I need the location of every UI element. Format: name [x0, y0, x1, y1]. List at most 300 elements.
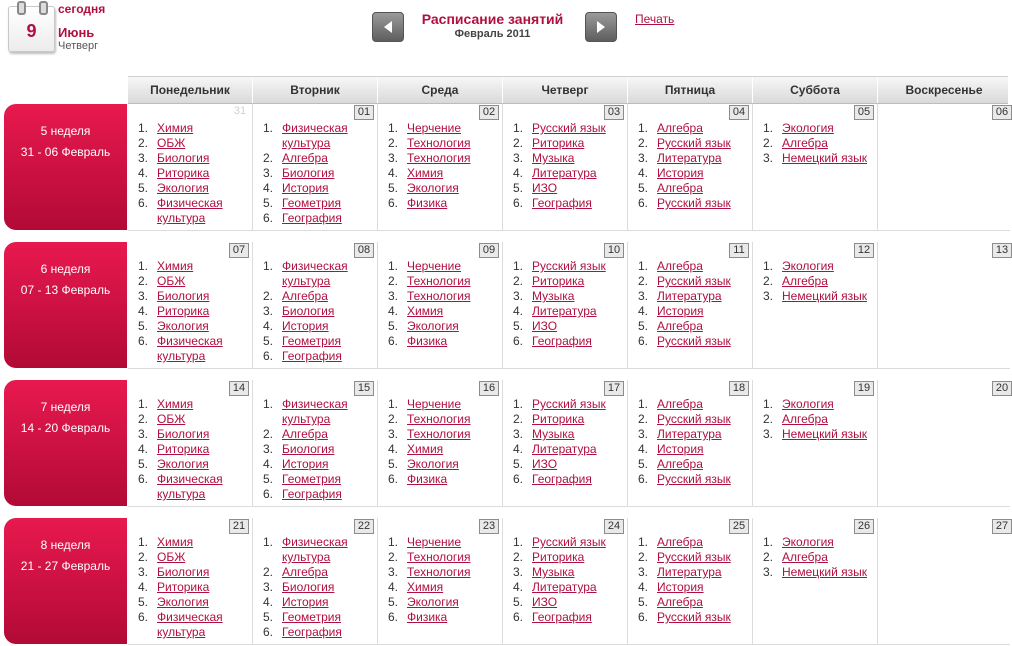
week-days: [128, 242, 1010, 369]
lesson-list: [638, 535, 748, 625]
lesson-link[interactable]: География: [532, 610, 592, 624]
lesson-link[interactable]: Химия: [157, 259, 194, 273]
lesson-item: [388, 121, 498, 136]
lesson-link[interactable]: Экология: [407, 319, 459, 333]
lesson-item: [388, 166, 498, 181]
lesson-link[interactable]: Риторика: [532, 274, 585, 288]
lesson-link[interactable]: ОБЖ: [157, 550, 186, 564]
day-cell: [378, 518, 503, 644]
date-badge: 14: [229, 381, 249, 396]
lesson-link[interactable]: Литература: [532, 442, 597, 456]
lesson-item: [638, 595, 748, 610]
lesson-link[interactable]: Алгебра: [282, 289, 328, 303]
lesson-link[interactable]: История: [282, 181, 329, 195]
lesson-item: [388, 610, 498, 625]
lesson-item: [513, 334, 623, 349]
lesson-number: 6.: [513, 196, 524, 210]
lesson-item: [263, 211, 373, 226]
lesson-link[interactable]: История: [657, 304, 704, 318]
lesson-link[interactable]: Геометрия: [282, 196, 341, 210]
lesson-number: 6.: [138, 196, 149, 210]
lesson-link[interactable]: Технология: [407, 289, 471, 303]
lesson-number: 2.: [513, 412, 524, 426]
lesson-link[interactable]: Риторика: [157, 304, 210, 318]
lesson-link[interactable]: Биология: [157, 427, 210, 441]
lesson-link[interactable]: Русский язык: [657, 334, 731, 348]
lesson-item: [513, 610, 623, 625]
lesson-number: 3.: [388, 289, 399, 303]
lesson-item: [388, 196, 498, 211]
lesson-link[interactable]: Экология: [782, 535, 834, 549]
lesson-link[interactable]: Алгебра: [282, 565, 328, 579]
lesson-item: [513, 412, 623, 427]
lesson-link[interactable]: География: [282, 487, 342, 501]
lesson-link[interactable]: Русский язык: [657, 196, 731, 210]
lesson-link[interactable]: Риторика: [532, 136, 585, 150]
lesson-link[interactable]: Алгебра: [782, 412, 828, 426]
lesson-number: 5.: [513, 319, 524, 333]
lesson-number: 1.: [763, 259, 774, 273]
lesson-link[interactable]: Алгебра: [657, 457, 703, 471]
day-cell: [503, 518, 628, 644]
day-cell: [378, 242, 503, 368]
lesson-link[interactable]: Биология: [282, 166, 335, 180]
lesson-link[interactable]: Алгебра: [657, 181, 703, 195]
lesson-link[interactable]: Русский язык: [657, 610, 731, 624]
lesson-link[interactable]: Черчение: [407, 397, 462, 411]
day-cell: [128, 380, 253, 506]
lesson-item: [388, 151, 498, 166]
lesson-item: [263, 565, 373, 580]
lesson-item: [763, 565, 873, 580]
date-badge: 04: [729, 105, 749, 120]
lesson-number: 6.: [263, 349, 274, 363]
lesson-number: 1.: [138, 121, 149, 135]
lesson-link[interactable]: Биология: [157, 151, 210, 165]
lesson-link[interactable]: Экология: [407, 457, 459, 471]
lesson-link[interactable]: Экология: [782, 259, 834, 273]
lesson-link[interactable]: Технология: [407, 427, 471, 441]
lesson-link[interactable]: Физическая культура: [157, 334, 223, 363]
lesson-number: 1.: [138, 397, 149, 411]
lesson-link[interactable]: Экология: [157, 595, 209, 609]
lesson-link[interactable]: Экология: [407, 181, 459, 195]
lesson-link[interactable]: Экология: [157, 457, 209, 471]
lesson-item: [138, 427, 248, 442]
print-link[interactable]: Печать: [635, 12, 675, 26]
lesson-number: 2.: [263, 565, 274, 579]
lesson-item: [638, 274, 748, 289]
lesson-link[interactable]: Немецкий язык: [782, 151, 868, 165]
date-badge: 09: [479, 243, 499, 258]
day-cell: [753, 104, 878, 230]
lesson-item: [763, 151, 873, 166]
lesson-number: 3.: [513, 289, 524, 303]
week-number: 8 неделя: [40, 538, 91, 552]
day-cell: [753, 242, 878, 368]
lesson-item: [513, 565, 623, 580]
lesson-number: 6.: [513, 334, 524, 348]
lesson-link[interactable]: Физическая культура: [282, 397, 348, 426]
lesson-link[interactable]: ОБЖ: [157, 136, 186, 150]
lesson-link[interactable]: Русский язык: [657, 136, 731, 150]
lesson-number: 5.: [513, 457, 524, 471]
lesson-number: 6.: [513, 472, 524, 486]
lesson-number: 4.: [388, 166, 399, 180]
lesson-item: [638, 550, 748, 565]
lesson-link[interactable]: Немецкий язык: [782, 565, 868, 579]
lesson-link[interactable]: Химия: [157, 535, 194, 549]
date-badge: 03: [604, 105, 624, 120]
lesson-link[interactable]: Русский язык: [532, 535, 606, 549]
lesson-link[interactable]: Алгебра: [657, 535, 703, 549]
lesson-item: [388, 550, 498, 565]
lesson-link[interactable]: Музыка: [532, 151, 575, 165]
lesson-link[interactable]: Литература: [657, 565, 722, 579]
lesson-item: [138, 151, 248, 166]
lesson-link[interactable]: Экология: [782, 121, 834, 135]
lesson-link[interactable]: История: [657, 442, 704, 456]
lesson-item: [263, 334, 373, 349]
lesson-number: 1.: [763, 121, 774, 135]
lesson-link[interactable]: Алгебра: [657, 319, 703, 333]
lesson-link[interactable]: Алгебра: [282, 151, 328, 165]
lesson-number: 2.: [513, 136, 524, 150]
date-badge: 13: [992, 243, 1012, 258]
lesson-item: [388, 274, 498, 289]
lesson-link[interactable]: Физическая культура: [157, 610, 223, 639]
lesson-item: [763, 397, 873, 412]
lesson-item: [638, 259, 748, 274]
lesson-number: 2.: [513, 274, 524, 288]
next-month-button[interactable]: [585, 12, 617, 42]
lesson-link[interactable]: Алгебра: [782, 136, 828, 150]
lesson-item: [513, 397, 623, 412]
lesson-link[interactable]: Геометрия: [282, 610, 341, 624]
day-cell: [253, 380, 378, 506]
lesson-link[interactable]: Биология: [282, 304, 335, 318]
today-day: 9: [26, 21, 37, 41]
lesson-link[interactable]: Русский язык: [657, 550, 731, 564]
lesson-link[interactable]: Химия: [157, 397, 194, 411]
lesson-item: [763, 289, 873, 304]
lesson-link[interactable]: Химия: [157, 121, 194, 135]
lesson-link[interactable]: Экология: [782, 397, 834, 411]
lesson-link[interactable]: Русский язык: [532, 397, 606, 411]
lesson-link[interactable]: Русский язык: [532, 259, 606, 273]
lesson-link[interactable]: История: [282, 319, 329, 333]
lesson-link[interactable]: Физическая культура: [282, 259, 348, 288]
week-label: [4, 380, 127, 506]
lesson-item: [138, 136, 248, 151]
lesson-item: [763, 274, 873, 289]
lesson-link[interactable]: Литература: [657, 289, 722, 303]
lesson-link[interactable]: Технология: [407, 274, 471, 288]
lesson-link[interactable]: Алгебра: [282, 427, 328, 441]
lesson-link[interactable]: Физика: [407, 610, 448, 624]
prev-month-button[interactable]: [372, 12, 404, 42]
lesson-item: [138, 580, 248, 595]
lesson-link[interactable]: Физика: [407, 334, 448, 348]
lesson-link[interactable]: История: [657, 580, 704, 594]
day-cell: [628, 518, 753, 644]
lesson-item: [638, 196, 748, 211]
schedule-title: [405, 11, 580, 40]
lesson-link[interactable]: Химия: [407, 580, 444, 594]
date-badge: 06: [992, 105, 1012, 120]
lesson-link[interactable]: Технология: [407, 550, 471, 564]
day-cell: [503, 242, 628, 368]
lesson-number: 3.: [138, 427, 149, 441]
lesson-item: [513, 319, 623, 334]
lesson-link[interactable]: География: [532, 334, 592, 348]
day-cell: [628, 242, 753, 368]
lesson-item: [263, 595, 373, 610]
week-label: [4, 242, 127, 368]
lesson-number: 3.: [638, 427, 649, 441]
lesson-link[interactable]: Химия: [407, 442, 444, 456]
lesson-link[interactable]: Физическая культура: [282, 535, 348, 564]
lesson-link[interactable]: Технология: [407, 136, 471, 150]
lesson-link[interactable]: Технология: [407, 565, 471, 579]
lesson-link[interactable]: Биология: [282, 580, 335, 594]
lesson-link[interactable]: Алгебра: [657, 397, 703, 411]
lesson-number: 3.: [513, 151, 524, 165]
lesson-number: 2.: [763, 550, 774, 564]
lesson-item: [763, 427, 873, 442]
week-number: 5 неделя: [40, 124, 91, 138]
lesson-item: [263, 580, 373, 595]
week-row: [0, 242, 1009, 370]
lesson-link[interactable]: Алгебра: [657, 595, 703, 609]
lesson-link[interactable]: Литература: [532, 580, 597, 594]
lesson-link[interactable]: ОБЖ: [157, 412, 186, 426]
lesson-link[interactable]: Геометрия: [282, 472, 341, 486]
lesson-number: 1.: [763, 535, 774, 549]
lesson-item: [138, 121, 248, 136]
lesson-number: 4.: [388, 304, 399, 318]
lesson-number: 3.: [388, 565, 399, 579]
date-badge: 25: [729, 519, 749, 534]
lesson-item: [513, 274, 623, 289]
lesson-item: [638, 151, 748, 166]
lesson-item: [638, 304, 748, 319]
lesson-number: 2.: [138, 550, 149, 564]
lesson-item: [138, 289, 248, 304]
lesson-link[interactable]: Технология: [407, 151, 471, 165]
lesson-link[interactable]: ИЗО: [532, 457, 558, 471]
lesson-link[interactable]: Музыка: [532, 289, 575, 303]
lesson-link[interactable]: Химия: [407, 304, 444, 318]
lesson-number: 5.: [138, 595, 149, 609]
lesson-number: 2.: [763, 136, 774, 150]
lesson-number: 4.: [638, 166, 649, 180]
lesson-item: [388, 304, 498, 319]
lesson-item: [638, 472, 748, 487]
lesson-link[interactable]: Алгебра: [657, 121, 703, 135]
lesson-link[interactable]: Риторика: [157, 442, 210, 456]
lesson-item: [388, 412, 498, 427]
lesson-number: 1.: [388, 121, 399, 135]
lesson-item: [388, 334, 498, 349]
lesson-link[interactable]: Немецкий язык: [782, 289, 868, 303]
lesson-item: [513, 457, 623, 472]
lesson-number: 3.: [513, 427, 524, 441]
lesson-number: 4.: [388, 580, 399, 594]
lesson-link[interactable]: История: [282, 457, 329, 471]
lesson-number: 5.: [388, 457, 399, 471]
lesson-number: 2.: [763, 412, 774, 426]
lesson-link[interactable]: ИЗО: [532, 181, 558, 195]
lesson-item: [263, 196, 373, 211]
lesson-item: [388, 595, 498, 610]
lesson-number: 4.: [138, 166, 149, 180]
lesson-link[interactable]: Физика: [407, 472, 448, 486]
lesson-number: 3.: [388, 151, 399, 165]
lesson-number: 6.: [388, 610, 399, 624]
lesson-item: [138, 319, 248, 334]
lesson-item: [263, 349, 373, 364]
lesson-link[interactable]: Литература: [657, 427, 722, 441]
date-badge: 17: [604, 381, 624, 396]
lesson-item: [513, 595, 623, 610]
lesson-item: [263, 427, 373, 442]
lesson-link[interactable]: Черчение: [407, 121, 462, 135]
lesson-number: 4.: [138, 580, 149, 594]
lesson-number: 4.: [263, 595, 274, 609]
lesson-link[interactable]: Русский язык: [657, 274, 731, 288]
day-cell: [128, 518, 253, 644]
lesson-number: 6.: [638, 196, 649, 210]
lesson-link[interactable]: Музыка: [532, 427, 575, 441]
lesson-item: [263, 457, 373, 472]
lesson-link[interactable]: Физика: [407, 196, 448, 210]
lesson-number: 6.: [138, 334, 149, 348]
lesson-link[interactable]: ИЗО: [532, 319, 558, 333]
lesson-item: [513, 121, 623, 136]
lesson-item: [638, 427, 748, 442]
lesson-number: 6.: [388, 472, 399, 486]
lesson-number: 1.: [138, 535, 149, 549]
lesson-link[interactable]: Черчение: [407, 535, 462, 549]
lesson-link[interactable]: Алгебра: [782, 550, 828, 564]
lesson-link[interactable]: География: [282, 211, 342, 225]
lesson-link[interactable]: Экология: [407, 595, 459, 609]
lesson-link[interactable]: Физическая культура: [157, 472, 223, 501]
lesson-number: 2.: [138, 274, 149, 288]
day-cell: [878, 380, 1010, 506]
lesson-list: [763, 121, 873, 166]
lesson-link[interactable]: Литература: [657, 151, 722, 165]
lesson-number: 2.: [263, 151, 274, 165]
lesson-link[interactable]: Музыка: [532, 565, 575, 579]
lesson-number: 6.: [638, 610, 649, 624]
lesson-link[interactable]: Литература: [532, 166, 597, 180]
lesson-link[interactable]: Алгебра: [657, 259, 703, 273]
lesson-item: [388, 535, 498, 550]
lesson-link[interactable]: Биология: [157, 289, 210, 303]
lesson-link[interactable]: Физическая культура: [282, 121, 348, 150]
lesson-link[interactable]: ОБЖ: [157, 274, 186, 288]
lesson-link[interactable]: ИЗО: [532, 595, 558, 609]
lesson-item: [513, 166, 623, 181]
lesson-number: 5.: [513, 595, 524, 609]
lesson-number: 2.: [638, 412, 649, 426]
week-days: [128, 380, 1010, 507]
day-cell: [253, 242, 378, 368]
lesson-link[interactable]: Риторика: [532, 412, 585, 426]
lesson-item: [263, 121, 373, 151]
lesson-number: 3.: [138, 151, 149, 165]
weekday-header-cell: Вторник: [253, 77, 378, 103]
lesson-item: [388, 319, 498, 334]
lesson-item: [513, 550, 623, 565]
lesson-link[interactable]: Биология: [157, 565, 210, 579]
date-badge: 02: [479, 105, 499, 120]
lesson-item: [138, 610, 248, 640]
lesson-number: 5.: [513, 181, 524, 195]
lesson-link[interactable]: История: [657, 166, 704, 180]
lesson-item: [263, 151, 373, 166]
lesson-item: [388, 136, 498, 151]
lesson-link[interactable]: Немецкий язык: [782, 427, 868, 441]
lesson-link[interactable]: Русский язык: [657, 412, 731, 426]
calendar-icon: [8, 6, 55, 52]
lesson-link[interactable]: География: [282, 349, 342, 363]
lesson-link[interactable]: География: [532, 196, 592, 210]
lesson-link[interactable]: История: [282, 595, 329, 609]
day-cell: [878, 104, 1010, 230]
lesson-item: [263, 181, 373, 196]
lesson-item: [263, 319, 373, 334]
lesson-item: [263, 397, 373, 427]
lesson-link[interactable]: Геометрия: [282, 334, 341, 348]
lesson-item: [138, 334, 248, 364]
lesson-link[interactable]: Алгебра: [782, 274, 828, 288]
lesson-link[interactable]: Физическая культура: [157, 196, 223, 225]
lesson-item: [138, 259, 248, 274]
lesson-item: [513, 580, 623, 595]
lesson-list: [263, 397, 373, 502]
lesson-link[interactable]: Черчение: [407, 259, 462, 273]
lesson-link[interactable]: Русский язык: [532, 121, 606, 135]
lesson-number: 2.: [513, 550, 524, 564]
lesson-number: 3.: [388, 427, 399, 441]
weekday-header: [128, 76, 1008, 104]
lesson-link[interactable]: Риторика: [157, 580, 210, 594]
lesson-link[interactable]: Риторика: [532, 550, 585, 564]
lesson-link[interactable]: Биология: [282, 442, 335, 456]
lesson-link[interactable]: Экология: [157, 181, 209, 195]
date-badge: 07: [229, 243, 249, 258]
date-badge: 15: [354, 381, 374, 396]
lesson-link[interactable]: Технология: [407, 412, 471, 426]
lesson-link[interactable]: Экология: [157, 319, 209, 333]
lesson-link[interactable]: Химия: [407, 166, 444, 180]
lesson-number: 2.: [388, 412, 399, 426]
lesson-link[interactable]: Риторика: [157, 166, 210, 180]
lesson-link[interactable]: Русский язык: [657, 472, 731, 486]
lesson-item: [388, 580, 498, 595]
lesson-number: 1.: [388, 535, 399, 549]
lesson-link[interactable]: География: [282, 625, 342, 639]
lesson-number: 3.: [638, 565, 649, 579]
lesson-link[interactable]: География: [532, 472, 592, 486]
lesson-link[interactable]: Литература: [532, 304, 597, 318]
lesson-number: 1.: [138, 259, 149, 273]
lesson-number: 1.: [388, 397, 399, 411]
lesson-item: [513, 181, 623, 196]
